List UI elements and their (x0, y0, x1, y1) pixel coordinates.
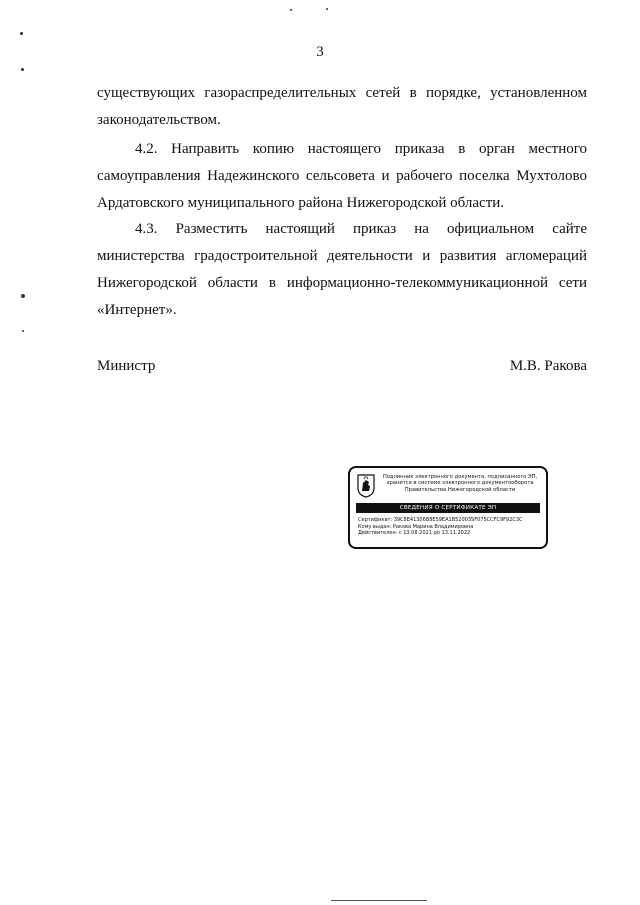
paragraph-continuation: существующих газораспределительных сетей в порядке, установленном законодательством. (97, 85, 587, 128)
stamp-header-line: Правительства Нижегородской области (404, 486, 516, 493)
scan-speck (21, 68, 24, 71)
scan-speck (20, 32, 23, 35)
stamp-certificate-number: Сертификат: 39C8E41306B8E59EA1B52003SF075CCFC9F92C3C (358, 517, 523, 523)
signature-role: Министр (97, 358, 156, 374)
scan-speck (290, 9, 292, 11)
page-number: 3 (316, 44, 324, 60)
paragraph-item-4-3: 4.3. Разместить настоящий приказ на официальном сайте министерства градостроительной деятельности и развития агломераций Нижегородской области в информационно-телекоммуникационной сети «Интернет». (97, 221, 587, 318)
stamp-details (358, 517, 542, 537)
stamp-validity: Действителен: с 13.08.2021 до 13.11.2022 (358, 530, 471, 537)
stamp-header (378, 474, 542, 493)
scan-speck (22, 330, 24, 332)
scan-speck (21, 294, 25, 298)
footer-rule (331, 900, 427, 901)
stamp-header-line: Подлинник электронного документа, подписанного ЭП, (382, 474, 538, 480)
stamp-issued-to: Кому выдан: Ракова Марина Владимировна (358, 523, 474, 530)
coat-of-arms-icon (357, 474, 375, 498)
signature-name: М.В. Ракова (509, 358, 587, 374)
stamp-header-line: хранится в системе электронного документооборота (386, 480, 534, 487)
stamp-certificate-bar: СВЕДЕНИЯ О СЕРТИФИКАТЕ ЭП (356, 503, 540, 513)
electronic-signature-stamp (348, 466, 548, 549)
paragraph-item-4-2: 4.2. Направить копию настоящего приказа в орган местного самоуправления Надежинского сельсовета и рабочего поселка Мухтолово Ардатовского муниципального района Нижегородской области. (97, 141, 587, 211)
scan-speck (326, 8, 328, 10)
